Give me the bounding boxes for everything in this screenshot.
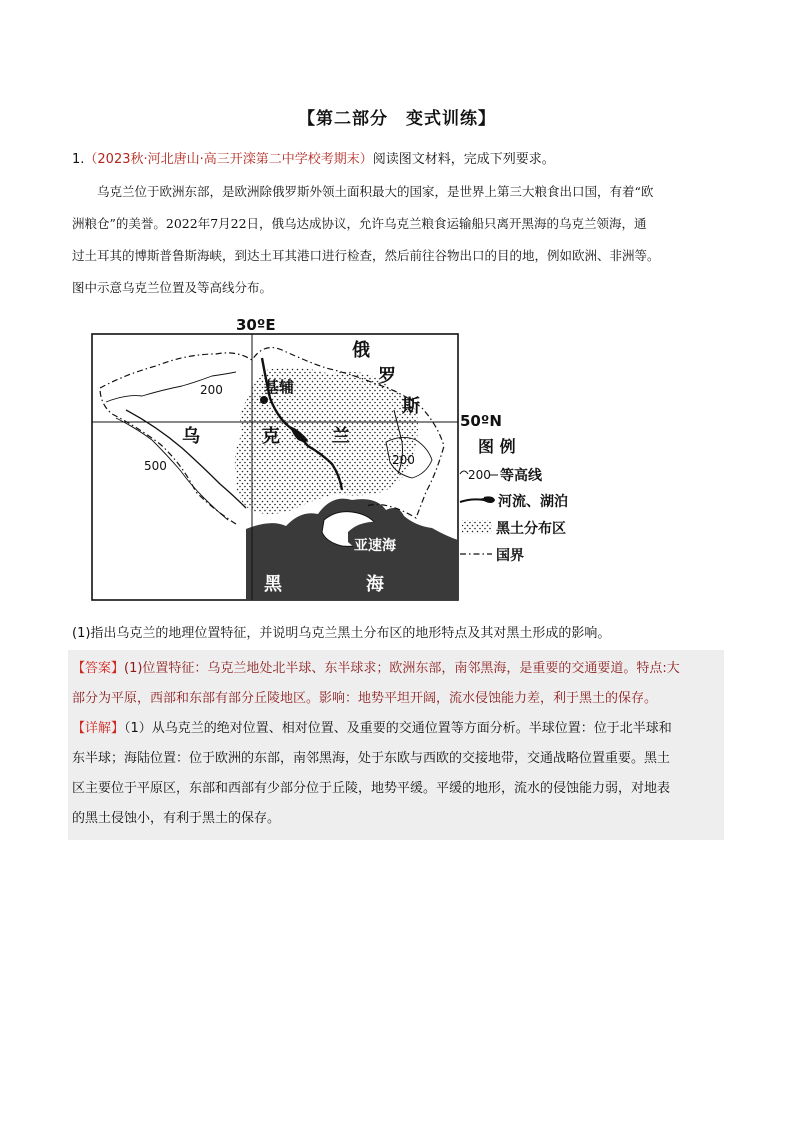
passage-line: 乌克兰位于欧洲东部，是欧洲除俄罗斯外领土面积最大的国家，是世界上第三大粮食出口国，有着“欧	[97, 184, 654, 199]
label-luo: 罗	[378, 366, 396, 387]
passage-line: 过土耳其的博斯普鲁斯海峡，到达土耳其港口进行检查，然后前往谷物出口的目的地，例如欧洲、非洲等。	[72, 248, 660, 263]
answer-line-2: 部分为平原，西部和东部有部分丘陵地区。影响：地势平坦开阔，流水侵蚀能力差，利于黑土的保存。	[72, 691, 658, 706]
label-hei: 黑	[264, 574, 282, 595]
label-azov: 亚速海	[354, 538, 396, 554]
answer-tag: 【答案】	[72, 661, 125, 676]
question-source: （2023秋·河北唐山·高三开滦第二中学校考期末）	[84, 152, 373, 167]
label-lan: 兰	[332, 426, 350, 447]
answer-section	[72, 654, 722, 834]
answer-text-1: (1)位置特征：乌克兰地处北半球、东半球求；欧洲东部，南邻黑海，是重要的交通要道。特点:大	[124, 661, 680, 676]
kiev-marker	[260, 396, 268, 404]
legend-contour-value: 200	[468, 468, 491, 482]
label-wu: 乌	[182, 426, 200, 447]
detail-line-4: 的黑土侵蚀小，有利于黑土的保存。	[72, 811, 281, 826]
legend-river-icon	[460, 497, 494, 502]
question-number: 1.	[72, 152, 85, 167]
legend-contour-label: 等高线	[500, 468, 542, 484]
legend-soil-label: 黑土分布区	[496, 521, 566, 537]
detail-line-2: 东半球；海陆位置：位于欧洲的东部，南邻黑海，处于东欧与西欧的交接地带，交通战略位置重要。黑土	[72, 751, 671, 766]
answer-line-1	[72, 654, 722, 684]
contour-label-200-east: 200	[392, 453, 415, 467]
label-ke: 克	[262, 426, 280, 447]
ukraine-map-figure	[86, 314, 568, 606]
section-title: 【第二部分 变式训练】	[298, 109, 496, 129]
legend-river-label: 河流、湖泊	[498, 494, 568, 510]
label-hai: 海	[366, 574, 384, 595]
detail-line-3: 区主要位于平原区，东部和西部有少部分位于丘陵，地势平缓。平缓的地形，流水的侵蚀能力弱，对地表	[72, 781, 671, 796]
contour-label-200-west: 200	[200, 383, 223, 397]
label-kiev: 基辅	[264, 378, 295, 396]
passage	[72, 176, 724, 304]
subquestion: (1)指出乌克兰的地理位置特征，并说明乌克兰黑土分布区的地形特点及其对黑土形成的影响。	[72, 626, 611, 641]
detail-text-1: （1）从乌克兰的绝对位置、相对位置、及重要的交通位置等方面分析。半球位置：位于北半球和	[124, 721, 672, 736]
question-prompt: 阅读图文材料，完成下列要求。	[372, 152, 555, 167]
lat-label: 50ºN	[460, 412, 502, 430]
contour-label-500: 500	[144, 459, 167, 473]
legend-contour-icon	[460, 471, 468, 474]
detail-line-1	[72, 714, 722, 744]
label-si: 斯	[402, 396, 420, 417]
detail-tag: 【详解】	[72, 721, 125, 736]
lon-label: 30ºE	[236, 316, 276, 334]
passage-line: 图中示意乌克兰位置及等高线分布。	[72, 280, 273, 295]
passage-line: 洲粮仓”的美誉。2022年7月22日，俄乌达成协议，允许乌克兰粮食运输船只离开黑海的乌克兰领海，通	[72, 216, 647, 231]
question-header	[72, 148, 555, 167]
legend-soil-icon	[462, 520, 492, 534]
legend-title: 图 例	[478, 437, 516, 456]
label-e: 俄	[352, 340, 370, 361]
legend-border-label: 国界	[496, 548, 524, 564]
